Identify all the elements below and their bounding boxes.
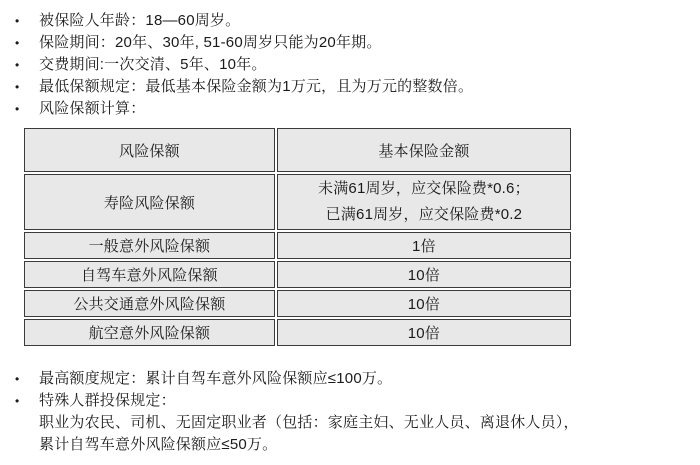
- value-line: 未满61周岁，应交保险费*0.6；: [318, 180, 530, 197]
- bullet-icon: •: [15, 102, 20, 116]
- bullet-text: 被保险人年龄：18—60周岁。: [39, 12, 241, 29]
- bullet-item-maximum-amount-rule: [13, 368, 700, 390]
- bullet-text: 风险保额计算：: [39, 100, 146, 117]
- table-header-basic-sum: 基本保险金额: [277, 128, 571, 172]
- value-line: 已满61周岁，应交保险费*0.2: [325, 206, 523, 223]
- table-cell-value: 10倍: [277, 290, 571, 317]
- table-row: [24, 319, 571, 346]
- bullet-icon: •: [15, 36, 20, 50]
- bullet-text: 保险期间：20年、30年, 51-60周岁只能为20年期。: [39, 34, 382, 51]
- table-row: [24, 232, 571, 259]
- bullet-text: 累计自驾车意外风险保额应≤50万。: [39, 436, 278, 453]
- table-cell-label: 公共交通意外风险保额: [24, 290, 275, 317]
- bullet-text: 最高额度规定：累计自驾车意外风险保额应≤100万。: [39, 370, 393, 387]
- table-header-risk-amount: 风险保额: [24, 128, 275, 172]
- table-cell-value: 10倍: [277, 319, 571, 346]
- table-cell-label: 航空意外风险保额: [24, 319, 275, 346]
- bullet-item-insured-age: [13, 10, 700, 32]
- bullet-icon: •: [15, 58, 20, 72]
- table-row: [24, 290, 571, 317]
- bullet-item-minimum-amount-rule: [13, 76, 700, 98]
- bullet-icon: •: [15, 14, 20, 28]
- bullet-icon: •: [15, 394, 20, 408]
- bullet-text: 最低保额规定：最低基本保险金额为1万元，且为万元的整数倍。: [39, 78, 474, 95]
- table-row: [24, 174, 571, 230]
- bullet-text: 职业为农民、司机、无固定职业者（包括：家庭主妇、无业人员、离退休人员），: [39, 414, 579, 431]
- table-cell-label: 寿险风险保额: [24, 174, 275, 230]
- table-row: [24, 261, 571, 288]
- bullet-text: 特殊人群投保规定：: [39, 392, 176, 409]
- bullet-continuation-line: [13, 434, 700, 456]
- bullet-icon: •: [15, 80, 20, 94]
- table-header-row: [24, 128, 571, 172]
- risk-amount-table: [22, 126, 573, 348]
- table-cell-label: 一般意外风险保额: [24, 232, 275, 259]
- bullet-item-payment-period: [13, 54, 700, 76]
- bullet-item-insurance-period: [13, 32, 700, 54]
- table-cell-value: 10倍: [277, 261, 571, 288]
- bullet-text: 交费期间:一次交清、5年、10年。: [39, 56, 267, 73]
- bullet-item-risk-amount-calc: [13, 98, 700, 120]
- bullet-item-special-group-rule: [13, 390, 700, 412]
- bottom-bullet-list: [13, 368, 700, 456]
- bullet-icon: •: [15, 372, 20, 386]
- top-bullet-list: [13, 0, 700, 120]
- table-cell-value: 1倍: [277, 232, 571, 259]
- bullet-continuation-line: [13, 412, 700, 434]
- table-cell-value: [277, 174, 571, 230]
- table-cell-label: 自驾车意外风险保额: [24, 261, 275, 288]
